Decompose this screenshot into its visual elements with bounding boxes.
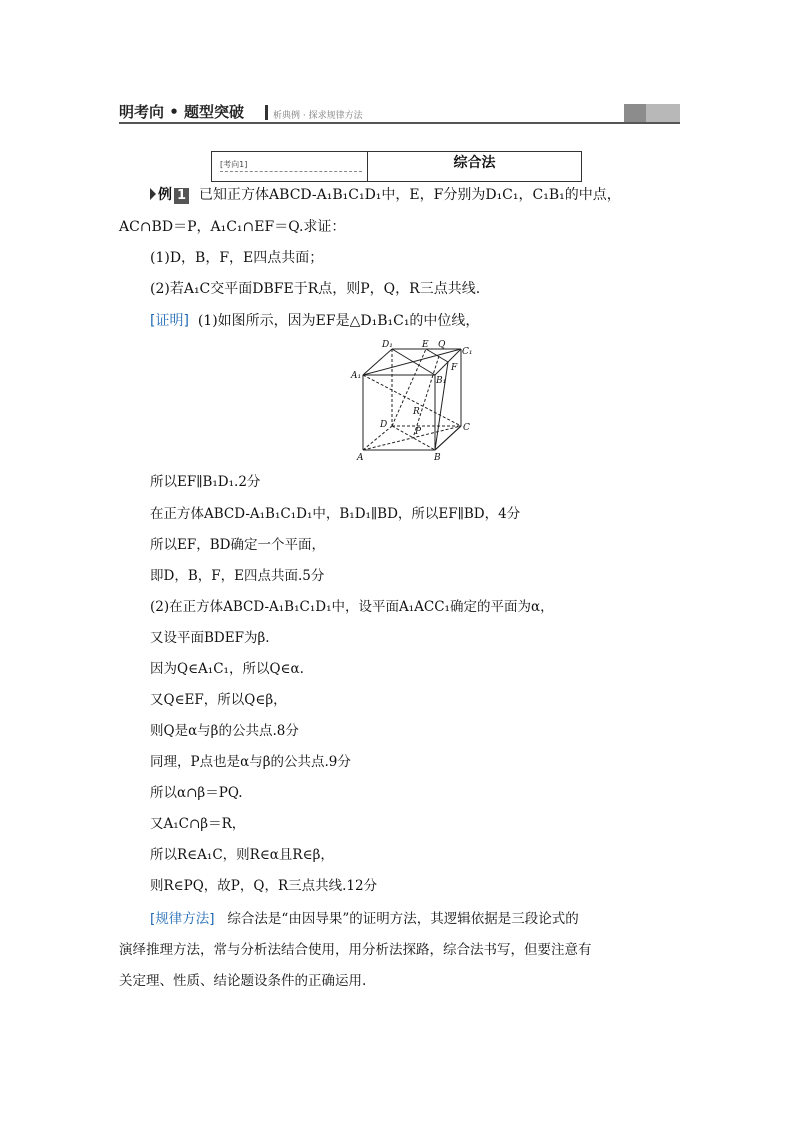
proof-line-9: 则Q是α与β的公共点.8分	[150, 723, 299, 739]
label-e: E	[422, 340, 429, 350]
label-d: D	[380, 420, 388, 430]
example-number: 1	[174, 188, 189, 204]
method-label: [规律方法]	[150, 911, 215, 927]
topic-box	[211, 151, 582, 182]
topic-tag: [考向1]	[220, 160, 248, 169]
page-header	[119, 104, 680, 126]
topic-dash-line	[220, 171, 362, 172]
method-text-1: 综合法是“由因导果”的证明方法，其逻辑依据是三段论式的	[227, 911, 579, 927]
proof-line-10: 同理，P点也是α与β的公共点.9分	[150, 754, 351, 770]
segment-e-f	[426, 349, 448, 362]
example-text-1: 已知正方体ABCD-A₁B₁C₁D₁中，E，F分别为D₁C₁，C₁B₁的中点，	[199, 187, 621, 203]
label-c: C	[463, 423, 470, 433]
label-r: R	[413, 407, 420, 417]
label-b: B	[434, 453, 441, 463]
example-line-2: AC∩BD＝P，A₁C₁∩EF＝Q.求证：	[119, 219, 346, 235]
label-p: P	[415, 427, 422, 437]
header-decor-dark	[624, 104, 646, 122]
example-part-1: (1)D，B，F，E四点共面；	[150, 250, 324, 266]
proof-line-3: 所以EF，BD确定一个平面，	[150, 537, 325, 553]
proof-intro-line	[150, 311, 479, 331]
diag-d1-b1	[392, 349, 435, 375]
header-decor-light	[646, 104, 680, 122]
label-b1: B₁	[436, 376, 447, 386]
proof-line-8: 又Q∈EF，所以Q∈β，	[150, 692, 287, 708]
hidden-diag-a1-c	[363, 375, 461, 426]
label-a1: A₁	[351, 371, 362, 381]
proof-line-13: 所以R∈A₁C，则R∈α且R∈β，	[150, 847, 334, 863]
header-rule	[119, 122, 680, 124]
example-line-1	[150, 185, 621, 205]
method-line-2: 演绎推理方法，常与分析法结合使用，用分析法探路，综合法书写，但要注意有	[119, 942, 592, 958]
label-a: A	[357, 453, 364, 463]
proof-line-1: 所以EF∥B₁D₁.2分	[150, 474, 261, 490]
proof-line-11: 所以α∩β＝PQ.	[150, 785, 243, 801]
proof-line-12: 又A₁C∩β＝R，	[150, 816, 246, 832]
cube-figure	[346, 337, 478, 463]
label-f: F	[451, 363, 458, 373]
method-line-1	[150, 909, 579, 929]
proof-label: [证明]	[150, 313, 189, 329]
section-title: 明考向 • 题型突破	[119, 103, 245, 121]
proof-intro: (1)如图所示，因为EF是△D₁B₁C₁的中位线，	[197, 313, 480, 329]
label-d1: D₁	[382, 340, 393, 350]
hidden-diag-a-c	[363, 426, 461, 450]
hidden-edge-a-d	[363, 426, 392, 450]
proof-line-5: (2)在正方体ABCD-A₁B₁C₁D₁中，设平面A₁ACC₁确定的平面为α，	[150, 599, 554, 615]
proof-line-7: 因为Q∈A₁C₁，所以Q∈α.	[150, 661, 304, 677]
method-line-3: 关定理、性质、结论题设条件的正确运用.	[119, 973, 367, 989]
example-arrow-icon	[150, 188, 156, 200]
section-subtitle: 析典例 · 探求规律方法	[273, 111, 363, 121]
proof-line-6: 又设平面BDEF为β.	[150, 630, 270, 646]
label-q: Q	[438, 340, 446, 350]
proof-line-4: 即D，B，F，E四点共面.5分	[150, 568, 325, 584]
label-c1: C₁	[462, 347, 473, 357]
example-tag: 例	[158, 187, 172, 203]
proof-line-14: 则R∈PQ，故P，Q，R三点共线.12分	[150, 878, 378, 894]
example-part-2: (2)若A₁C交平面DBFE于R点，则P，Q，R三点共线.	[150, 281, 481, 297]
title-separator	[265, 105, 268, 120]
proof-line-2: 在正方体ABCD-A₁B₁C₁D₁中，B₁D₁∥BD，所以EF∥BD，4分	[150, 506, 521, 522]
topic-title: 综合法	[453, 155, 496, 171]
topic-tag-cell	[212, 152, 368, 181]
